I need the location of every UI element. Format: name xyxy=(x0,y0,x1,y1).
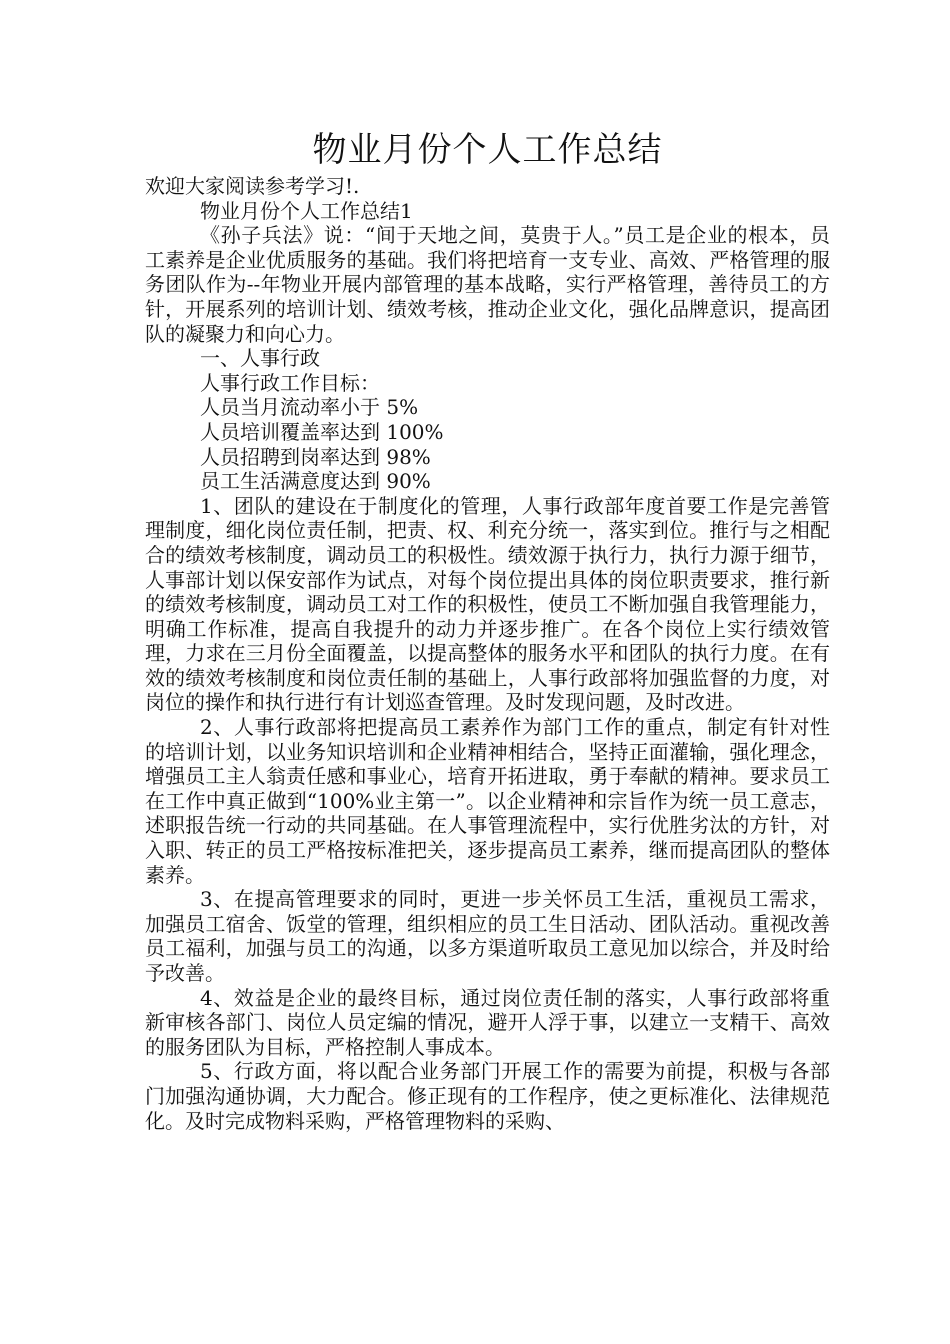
goal-item: 员工生活满意度达到 90% xyxy=(200,469,431,494)
goals-heading: 人事行政工作目标： xyxy=(200,370,380,395)
subtitle-line: 物业月份个人工作总结1 xyxy=(200,198,413,223)
numbered-item-1: 1、团队的建设在于制度化的管理，人事行政部年度首要工作是完善管理制度，细化岗位责任制，把责、权、利充分统一，落实到位。推行与之相配合的绩效考核制度，调动员工的积极性。绩效源于执行力，执行力源于细节，人事部计划以保安部作为试点，对每个岗位提出具体的岗位职责要求，推行新的绩效考核制度，调动员工对工作的积极性，使员工不断加强自我管理能力，明确工作标准，提高自我提升的动力并逐步推广。在各个岗位上实行绩效管理，力求在三月份全面覆盖，以提高整体的服务水平和团队的执行力度。在有效的绩效考核制度和岗位责任制的基础上，人事行政部将加强监督的力度，对岗位的操作和执行进行有计划巡查管理。及时发现问题，及时改进。 xyxy=(145,493,830,715)
numbered-item-2: 2、人事行政部将把提高员工素养作为部门工作的重点，制定有针对性的培训计划，以业务知识培训和企业精神相结合，坚持正面灌输，强化理念，增强员工主人翁责任感和事业心，培育开拓进取，勇于奉献的精神。要求员工在工作中真正做到“100%业主第一”。以企业精神和宗旨作为统一员工意志，述职报告统一行动的共同基础。在人事管理流程中，实行优胜劣汰的方针，对入职、转正的员工严格按标准把关，逐步提高员工素养，继而提高团队的整体素养。 xyxy=(145,715,830,887)
goal-item: 人员当月流动率小于 5% xyxy=(200,395,419,420)
document-title: 物业月份个人工作总结 xyxy=(312,130,663,170)
section-heading: 一、人事行政 xyxy=(200,346,320,371)
opening-paragraph: 《孙子兵法》说：“间于天地之间，莫贵于人。”员工是企业的根本，员工素养是企业优质服务的基础。我们将把培育一支专业、高效、严格管理的服务团队作为--年物业开展内部管理的基本战略，实行严格管理，善待员工的方针，开展系列的培训计划、绩效考核，推动企业文化，强化品牌意识，提高团队的凝聚力和向心力。 xyxy=(145,223,830,346)
document-page xyxy=(145,126,830,1133)
intro-line: 欢迎大家阅读参考学习!. xyxy=(145,174,360,198)
numbered-item-3: 3、在提高管理要求的同时，更进一步关怀员工生活，重视员工需求，加强员工宿舍、饭堂的管理，组织相应的员工生日活动、团队活动。重视改善员工福利，加强与员工的沟通，以多方渠道听取员工意见加以综合，并及时给予改善。 xyxy=(145,887,830,985)
goal-item: 人员培训覆盖率达到 100% xyxy=(200,419,444,444)
goal-item: 人员招聘到岗率达到 98% xyxy=(200,444,431,469)
numbered-item-5: 5、行政方面，将以配合业务部门开展工作的需要为前提，积极与各部门加强沟通协调，大力配合。修正现有的工作程序，使之更标准化、法律规范化。及时完成物料采购，严格管理物料的采购、 xyxy=(145,1059,830,1133)
numbered-item-4: 4、效益是企业的最终目标，通过岗位责任制的落实，人事行政部将重新审核各部门、岗位人员定编的情况，避开人浮于事，以建立一支精干、高效的服务团队为目标，严格控制人事成本。 xyxy=(145,985,830,1059)
